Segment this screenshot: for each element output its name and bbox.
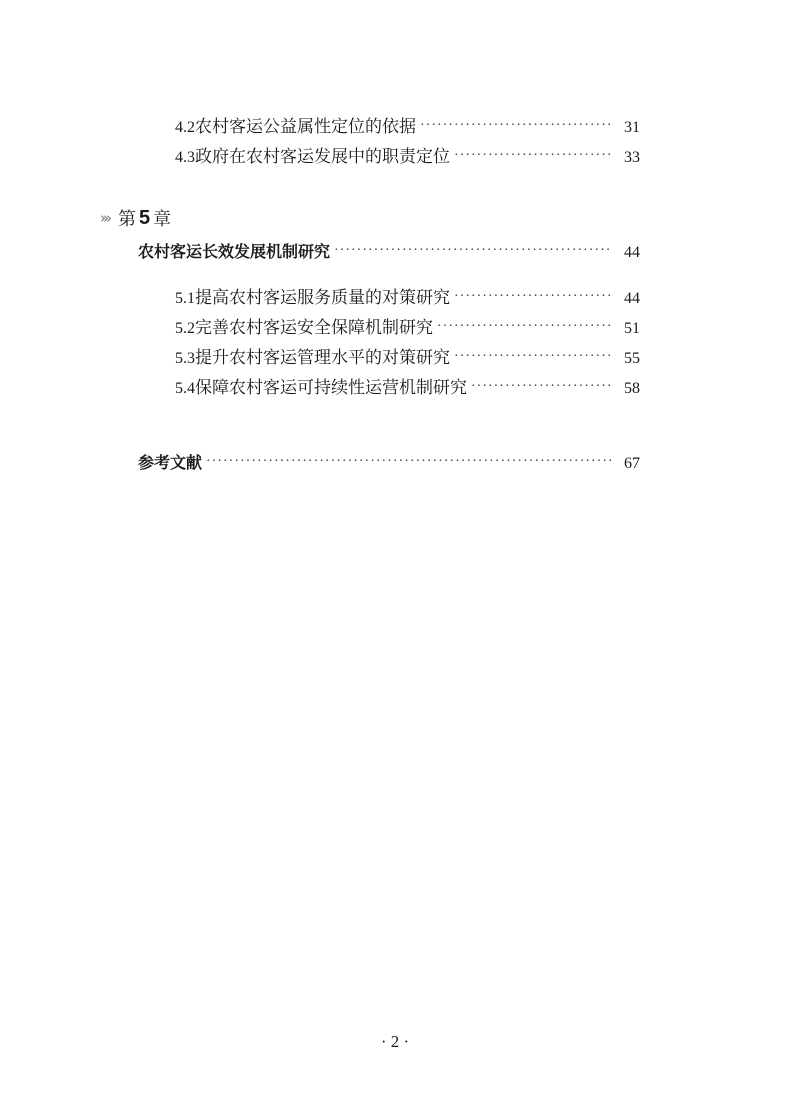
page-number: 51 xyxy=(624,320,640,337)
toc-entry-chapter-5[interactable] xyxy=(138,240,640,264)
toc-entry-5-4[interactable] xyxy=(175,376,640,400)
page-number: 31 xyxy=(624,119,640,136)
dot-leader xyxy=(420,114,612,138)
page-number: 55 xyxy=(624,350,640,367)
section-number: 4.2 xyxy=(175,119,195,136)
page-number: 44 xyxy=(624,290,640,307)
toc-entry-4-3[interactable] xyxy=(175,145,640,169)
section-number: 5.1 xyxy=(175,290,195,307)
chapter-number: 5 xyxy=(139,206,151,229)
section-number: 5.2 xyxy=(175,320,195,337)
dot-leader xyxy=(437,315,612,339)
chevron-icon: ››› xyxy=(100,209,109,227)
section-number: 5.4 xyxy=(175,380,195,397)
dot-leader xyxy=(454,345,612,369)
chapter-suffix: 章 xyxy=(153,209,172,230)
references-title: 参考文献 xyxy=(138,453,203,472)
page-number: 44 xyxy=(624,244,640,261)
chapter-prefix: 第 xyxy=(118,209,136,230)
page-number: 67 xyxy=(624,455,640,472)
toc-entry-5-2[interactable] xyxy=(175,316,640,340)
section-number: 5.3 xyxy=(175,350,195,367)
toc-entry-5-3[interactable] xyxy=(175,346,640,370)
dot-leader xyxy=(471,375,612,399)
section-title: 提升农村客运管理水平的对策研究 xyxy=(195,348,450,368)
dot-leader xyxy=(334,239,612,263)
toc-entry-references[interactable] xyxy=(138,451,640,475)
section-title: 农村客运公益属性定位的依据 xyxy=(195,117,416,137)
section-number: 4.3 xyxy=(175,149,195,166)
chapter-title: 农村客运长效发展机制研究 xyxy=(138,242,331,261)
chapter-5-heading xyxy=(100,205,171,231)
page-number: 58 xyxy=(624,380,640,397)
toc-entry-4-2[interactable] xyxy=(175,115,640,139)
section-title: 完善农村客运安全保障机制研究 xyxy=(195,318,433,338)
section-title: 政府在农村客运发展中的职责定位 xyxy=(195,147,450,167)
section-title: 提高农村客运服务质量的对策研究 xyxy=(195,288,450,308)
section-title: 保障农村客运可持续性运营机制研究 xyxy=(195,378,467,398)
dot-leader xyxy=(454,144,612,168)
footer-page-number: · 2 · xyxy=(380,1032,410,1051)
dot-leader xyxy=(454,285,612,309)
dot-leader xyxy=(206,450,612,474)
toc-entry-5-1[interactable] xyxy=(175,286,640,310)
page-number: 33 xyxy=(624,149,640,166)
